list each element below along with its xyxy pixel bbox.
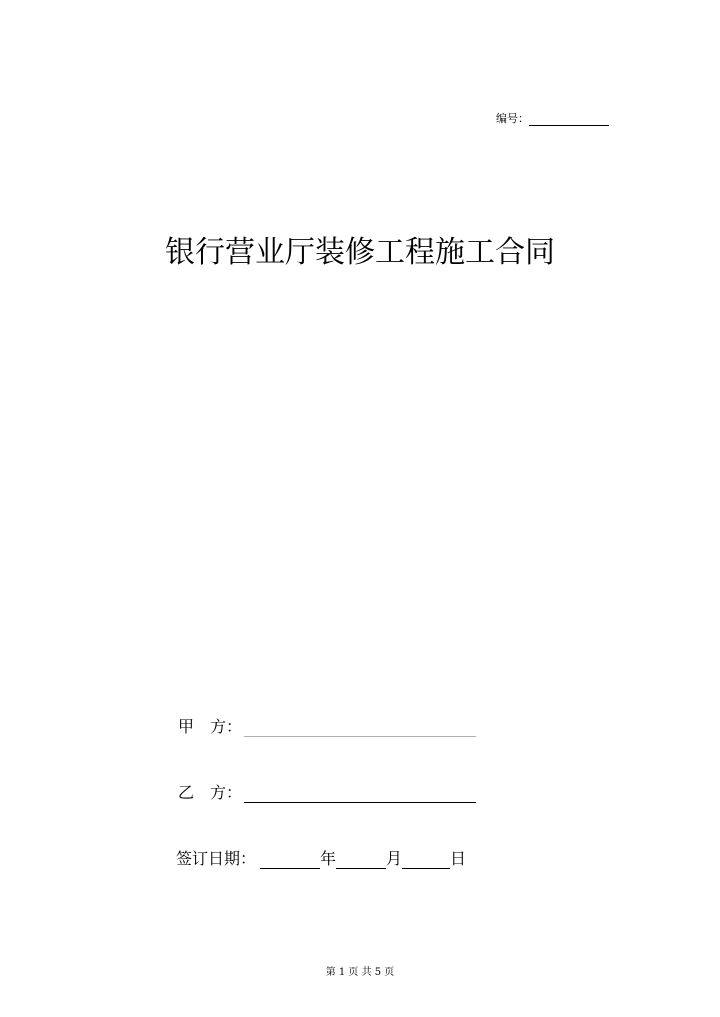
signing-date-label: 签订日期： (176, 849, 257, 868)
party-b-row (178, 780, 476, 803)
document-number-blank[interactable] (529, 112, 609, 126)
year-label: 年 (320, 849, 337, 868)
party-a-blank[interactable] (244, 718, 476, 737)
signing-date-row (176, 846, 466, 869)
year-blank[interactable] (260, 850, 320, 869)
document-number-label: 编号： (496, 112, 529, 125)
party-a-label: 甲 方： (178, 717, 243, 736)
page-footer: 第 1 页 共 5 页 (325, 967, 395, 978)
day-label: 日 (450, 849, 467, 868)
month-blank[interactable] (336, 850, 386, 869)
contract-title: 银行营业厅装修工程施工合同 (165, 235, 555, 270)
party-b-blank[interactable] (244, 784, 476, 803)
month-label: 月 (386, 849, 403, 868)
day-blank[interactable] (402, 850, 450, 869)
document-number (496, 110, 609, 126)
party-a-row (178, 714, 476, 737)
party-b-label: 乙 方： (178, 783, 243, 802)
